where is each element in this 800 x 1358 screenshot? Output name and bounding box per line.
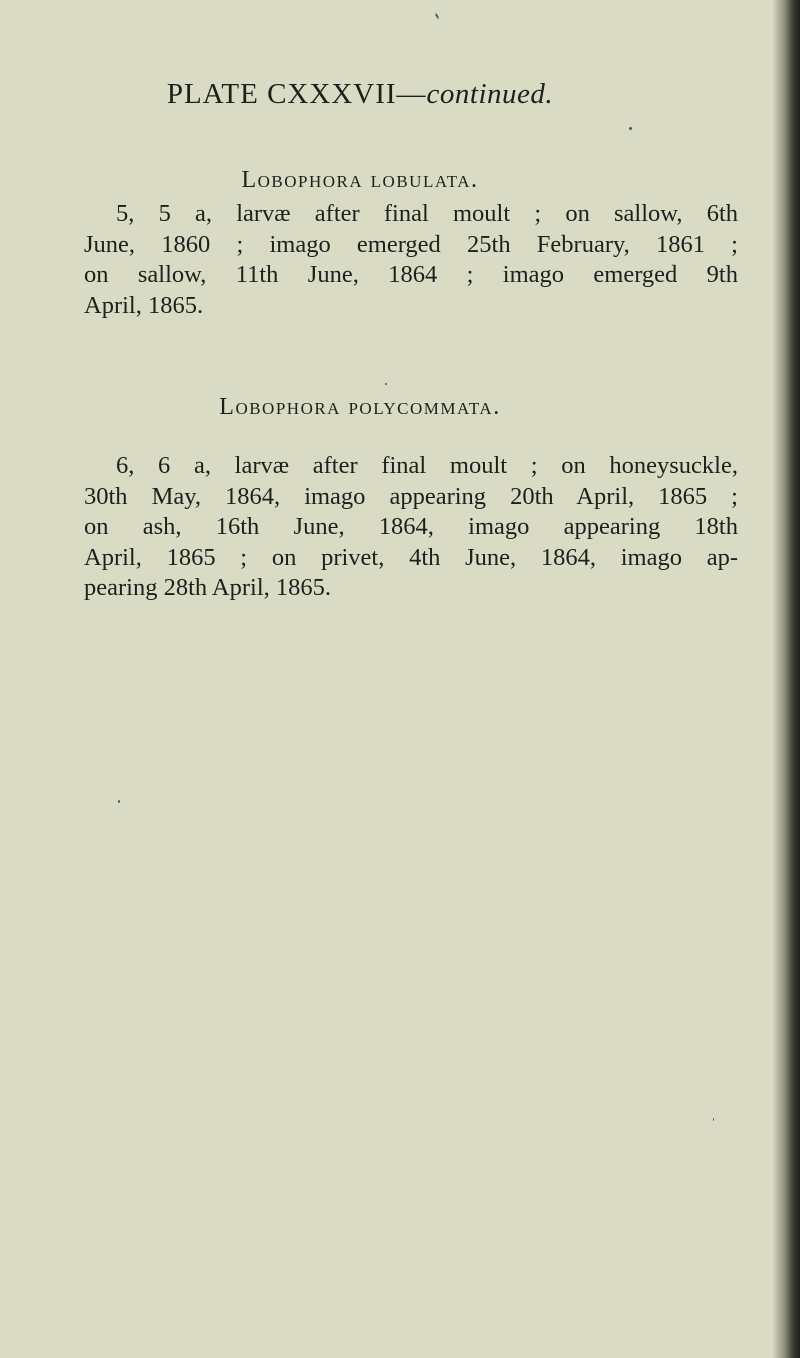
paragraph-line: 30th May, 1864, imago appearing 20th April, 1865 ; (84, 482, 738, 510)
paragraph-line: April, 1865 ; on privet, 4th June, 1864, imago ap- (84, 543, 738, 571)
paper-speck (713, 1118, 714, 1121)
paragraph-line: 5, 5 a, larvæ after final moult ; on sallow, 6th (116, 200, 738, 227)
paragraph-line: June, 1860 ; imago emerged 25th February, 1861 ; (84, 230, 738, 258)
plate-title-continued: continued. (426, 78, 554, 110)
species-heading-polycommata: Lobophora polycommata. (219, 394, 501, 420)
plate-title-main: PLATE CXXXVII (166, 78, 397, 110)
species-heading-lobulata: Lobophora lobulata. (241, 167, 479, 193)
paragraph-line: pearing 28th April, 1865. (84, 574, 332, 601)
page-edge-shadow (786, 0, 800, 1358)
plate-title-dash: — (396, 78, 427, 110)
species-paragraph-polycommata (84, 451, 738, 604)
paper-speck (435, 13, 440, 19)
plate-title (0, 78, 720, 111)
paragraph-line: April, 1865. (84, 291, 204, 319)
paragraph-line: on sallow, 11th June, 1864 ; imago emerged 9th (84, 261, 738, 288)
paper-speck (118, 800, 120, 803)
species-paragraph-lobulata (84, 199, 738, 321)
paragraph-line: 6, 6 a, larvæ after final moult ; on honeysuckle, (116, 452, 738, 479)
paragraph-line: on ash, 16th June, 1864, imago appearing 18th (84, 513, 738, 540)
paper-speck (629, 127, 632, 130)
paper-speck (385, 383, 387, 385)
